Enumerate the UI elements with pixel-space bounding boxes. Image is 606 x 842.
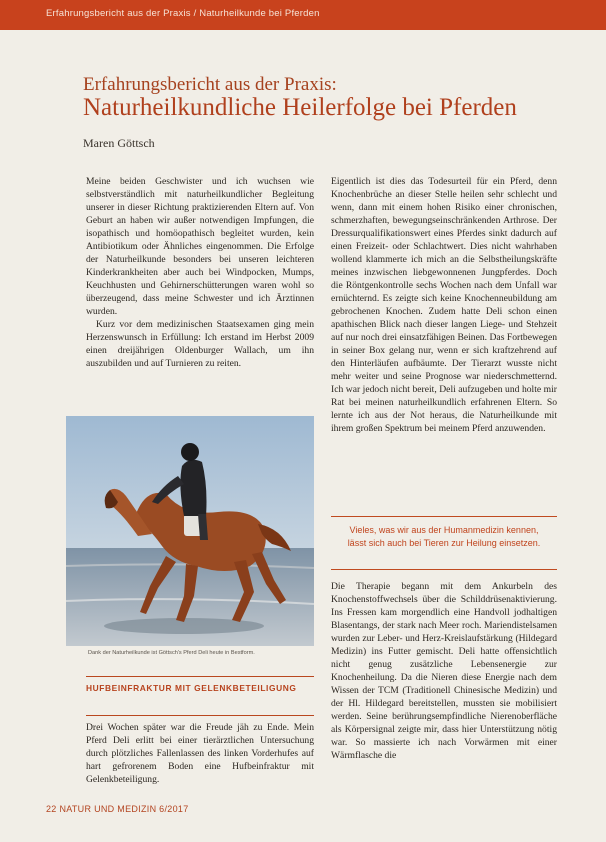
paragraph: Die Therapie begann mit dem Ankurbeln des Knochenstoffwechsels über die Schilddrüsenaktivierung. Ins Fressen kam morgendlich eine Handvoll jodhaltigen Blasentangs, der stark nach Meer roch. Mariendistelsamen wurden zur Leber- und Herz-Kreislaufstärkung (Hildegard Medizin) ins Futter gemischt. Deli hatte offensichtlich nicht genug zusätzliche Lebensenergie zur Knochenheilung. Da die Nieren diese Energie nach dem Wissen der TCM (Traditionell Chinesische Medizin) und der Hl. Hildegard bereitstellen, mussten sie mobilisiert werden. Seine berührungsempfindliche Nierenoberfläche als Körpersignal zeigte mir, dass hier Unterstützung nötig war. So massierte ich nach Vorwärmen mit einer Wärmflasche die xyxy=(331,581,557,761)
article-photo xyxy=(66,416,314,646)
page-footer xyxy=(46,804,189,814)
pull-quote xyxy=(331,516,557,570)
page-number: 22 xyxy=(46,804,57,814)
pull-quote-text: Vieles, was wir aus der Humanmedizin kennen, lässt sich auch bei Tieren zur Heilung einsetzen. xyxy=(347,525,541,548)
article-author: Maren Göttsch xyxy=(83,136,155,150)
article-kicker: Erfahrungsbericht aus der Praxis: xyxy=(83,74,337,95)
article-title: Naturheilkundliche Heilerfolge bei Pferden xyxy=(83,94,517,121)
paragraph: Kurz vor dem medizinischen Staatsexamen ging mein Herzenswunsch in Erfüllung: Ich erstand im Herbst 2009 einen dreijährigen Oldenburger Wallach, um ihn auszubilden und auf Turnieren zu reiten. xyxy=(86,319,314,369)
magazine-name: NATUR UND MEDIZIN 6/2017 xyxy=(59,804,189,814)
text-column-right xyxy=(331,175,557,435)
header-bar xyxy=(0,0,606,30)
text-column-right-bottom xyxy=(331,580,557,762)
breadcrumb: Erfahrungsbericht aus der Praxis / Naturheilkunde bei Pferden xyxy=(46,8,320,19)
section-heading: HUFBEINFRAKTUR MIT GELENKBETEILIGUNG xyxy=(86,683,297,693)
text-column-left xyxy=(86,175,314,370)
text-column-left-bottom xyxy=(86,721,314,786)
photo-caption: Dank der Naturheilkunde ist Göttsch's Pferd Deli heute in Bestform. xyxy=(88,650,255,656)
section-heading-box xyxy=(86,676,314,716)
paragraph: Eigentlich ist dies das Todesurteil für ein Pferd, denn Knochenbrüche an dieser Stelle heilen sehr schlecht und wenn, dann mit einem hohen Risiko einer chronischen, schmerzhaften, bewegungseinschränkenden Arthrose. Der Dressurqualifikationswert eines Pferdes sinkt dadurch auf einen Freizeit- oder Schlachtwert. Dies nicht wahrhaben wollend klammerte ich mich an die Selbstheilungskräfte meines inzwischen liebgewonnenen Jungpferdes. Doch die Röntgenkontrolle sechs Wochen nach dem Unfall war ernüchternd. Es zeigte sich keine Knochenneubildung am gebrochenen Knochen. Zudem hatte Deli schon einen apathischen Blick nach dieser langen Liege- und Stehzeit auf nur noch drei einsatzfähigen Beinen. Das Fortbewegen in seiner Box gelang nur, wenn er sich kraftzehrend auf den Hinterläufen aufbäumte. Der Tierarzt wusste nicht mehr weiter und seine Prognose war niederschmetternd. Ich war jedoch nicht bereit, Deli aufzugeben und holte mir Rat bei meinen naturheilkundlich erfahrenen Eltern. So lernte ich aus der Not heraus, die Naturheilkunde mit ihrem großen Spektrum bei meinem Pferd anzuwenden. xyxy=(331,176,557,434)
paragraph: Meine beiden Geschwister und ich wuchsen wie selbstverständlich mit naturheilkundlicher Begleitung unserer in dieser Richtung praktizierenden Eltern auf. Von Geburt an haben wir außer notwendigen Impfungen, die isopathisch und homöopathisch begleitet wurden, kein Antibiotikum oder Ähnliches eingenommen. Die Erfolge der Naturheilkunde besonders bei unseren leichteren Kinderkrankheiten aber auch bei Windpocken, Mumps, Keuchhusten und Gehirnerschütterungen waren wohl so überzeugend, dass meine Schwester und ich Ärztinnen wurden. xyxy=(86,176,314,317)
paragraph: Drei Wochen später war die Freude jäh zu Ende. Mein Pferd Deli erlitt bei einer tierärztlichen Untersuchung durch plötzliches Fallenlassen des linken Vorderhufes auf hart gefrorenem Boden eine Hufbeinfraktur mit Gelenkbeteiligung. xyxy=(86,722,314,785)
horse-rider-illustration xyxy=(66,416,314,646)
